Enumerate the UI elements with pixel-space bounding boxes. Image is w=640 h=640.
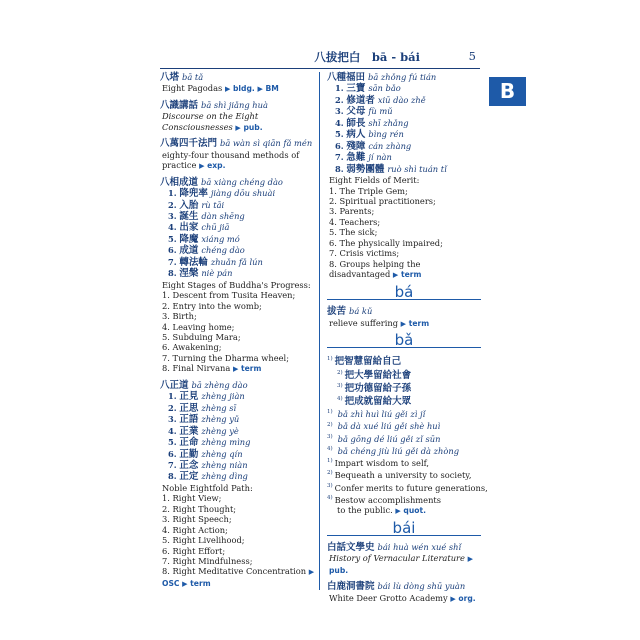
item-chinese: 殘障 bbox=[346, 140, 366, 152]
footnote-marker: 4) bbox=[337, 396, 343, 403]
list-item bbox=[160, 426, 320, 437]
dictionary-entry bbox=[160, 72, 320, 95]
list-item bbox=[327, 106, 483, 117]
english-item-text: 6. The physically impaired; bbox=[329, 237, 443, 248]
item-pinyin: jiàng dōu shuài bbox=[210, 188, 276, 199]
item-chinese: 急難 bbox=[346, 152, 366, 164]
cross-ref-arrow-icon: ▶ bbox=[233, 365, 239, 374]
category-tag: exp. bbox=[207, 161, 226, 171]
category-tag: term bbox=[408, 318, 430, 328]
item-pinyin: jí nàn bbox=[368, 152, 392, 163]
english-item-text: 8. Final Nirvana bbox=[162, 363, 231, 374]
item-number: 6. bbox=[168, 245, 177, 256]
category-tag: term bbox=[241, 364, 262, 374]
english-item bbox=[160, 290, 320, 300]
definition-title: Discourse on the Eight Consciousnesses bbox=[162, 111, 259, 132]
pinyin: bā tǎ bbox=[182, 72, 204, 82]
english-item bbox=[160, 353, 320, 363]
category-tag: OSC bbox=[162, 578, 180, 588]
quote-pinyin-line bbox=[327, 432, 483, 444]
english-item-text: 8. Right Meditative Concentration bbox=[162, 566, 307, 577]
quote-chinese: 把功德留給子孫 bbox=[344, 382, 412, 394]
english-item-text: 6. Right Effort; bbox=[162, 545, 226, 556]
list-item bbox=[327, 118, 483, 129]
quote-pinyin-line bbox=[327, 420, 483, 432]
english-item bbox=[160, 493, 320, 503]
item-pinyin: xiū dào zhě bbox=[377, 94, 426, 105]
quote-chinese: 把大學留給社會 bbox=[344, 369, 412, 381]
item-number: 1. bbox=[168, 188, 177, 199]
footnote-marker: 4) bbox=[327, 494, 333, 501]
item-chinese: 父母 bbox=[346, 106, 366, 118]
definition bbox=[160, 111, 320, 133]
headword: 八塔 bbox=[160, 72, 180, 83]
headword-line bbox=[327, 581, 483, 592]
quote-english: to the public. bbox=[337, 505, 393, 516]
english-item bbox=[160, 342, 320, 352]
footnote-marker: 2) bbox=[327, 421, 333, 428]
item-chinese: 出家 bbox=[179, 222, 199, 234]
item-chinese: 涅槃 bbox=[179, 268, 199, 280]
item-pinyin: zhèng yè bbox=[201, 425, 239, 436]
item-chinese: 降魔 bbox=[179, 233, 199, 245]
cross-ref-arrow-icon: ▶ bbox=[450, 594, 456, 603]
headword-line bbox=[327, 542, 483, 553]
english-item-text: 1. The Triple Gem; bbox=[329, 185, 408, 196]
english-item bbox=[160, 363, 320, 374]
english-item-text: 1. Right View; bbox=[162, 493, 222, 504]
english-title: Eight Stages of Buddha's Progress: bbox=[162, 279, 311, 290]
page-number: 5 bbox=[468, 49, 476, 63]
list-item bbox=[160, 222, 320, 233]
item-chinese: 師長 bbox=[346, 117, 366, 129]
quote-pinyin: bǎ chéng jiù liú gěi dà zhòng bbox=[337, 445, 460, 456]
item-number: 3. bbox=[168, 210, 177, 221]
headword-line bbox=[160, 380, 320, 391]
quote-chinese: 把成就留給大眾 bbox=[344, 395, 412, 407]
list-item bbox=[160, 449, 320, 460]
pinyin: bā zhǒng fú tián bbox=[368, 72, 437, 82]
english-item bbox=[160, 332, 320, 342]
english-item-text: 4. Leaving home; bbox=[162, 321, 235, 332]
item-chinese: 正命 bbox=[179, 437, 199, 449]
pinyin: bái lù dòng shū yuàn bbox=[377, 581, 466, 592]
list-item bbox=[327, 164, 483, 175]
category-tag: org. bbox=[458, 593, 476, 603]
item-number: 2. bbox=[168, 402, 177, 413]
item-number: 5. bbox=[335, 129, 344, 140]
item-chinese: 正業 bbox=[179, 425, 199, 437]
item-chinese: 轉法輪 bbox=[179, 256, 208, 268]
dictionary-entry bbox=[160, 138, 320, 171]
english-item bbox=[160, 311, 320, 321]
item-number: 3. bbox=[168, 414, 177, 425]
dictionary-entry bbox=[327, 306, 483, 329]
definition bbox=[327, 553, 483, 576]
item-pinyin: zhèng dìng bbox=[201, 471, 248, 482]
item-number: 2. bbox=[335, 94, 344, 105]
dictionary-entry bbox=[160, 177, 320, 375]
definition bbox=[327, 593, 483, 604]
footnote-marker: 3) bbox=[327, 482, 333, 489]
category-tag: term bbox=[190, 578, 211, 588]
pinyin: bā zhèng dào bbox=[191, 379, 248, 390]
footnote-marker: 4) bbox=[327, 445, 333, 452]
footnote-marker: 1) bbox=[327, 356, 333, 363]
definition-title: History of Vernacular Literature bbox=[329, 553, 465, 564]
english-item-text: 5. The sick; bbox=[329, 227, 378, 238]
item-pinyin: zhèng qín bbox=[201, 448, 243, 459]
section-heading-ba2: bá bbox=[327, 287, 481, 300]
english-item bbox=[327, 248, 483, 258]
headword-line bbox=[160, 72, 320, 83]
quote-chinese-line bbox=[327, 354, 483, 367]
cross-ref-arrow-icon: ▶ bbox=[257, 85, 263, 94]
definition-text: Eight Pagodas bbox=[162, 83, 223, 94]
item-chinese: 正語 bbox=[179, 414, 199, 426]
headword-line bbox=[327, 72, 483, 83]
english-item bbox=[327, 259, 483, 281]
english-item-text: 8. Groups helping the disadvantaged bbox=[329, 258, 421, 280]
list-item bbox=[327, 152, 483, 163]
item-pinyin: zhuǎn fǎ lún bbox=[210, 256, 263, 267]
section-heading-ba3: bǎ bbox=[327, 335, 481, 348]
english-item-text: 3. Right Speech; bbox=[162, 514, 232, 525]
item-pinyin: zhèng jiàn bbox=[201, 391, 245, 402]
item-chinese: 正見 bbox=[179, 391, 199, 403]
header-rule bbox=[160, 68, 480, 69]
right-column bbox=[327, 72, 488, 609]
list-item bbox=[160, 211, 320, 222]
item-pinyin: ruò shì tuán tǐ bbox=[387, 163, 447, 174]
list-item bbox=[160, 460, 320, 471]
quote-english: Bequeath a university to society, bbox=[334, 470, 472, 481]
list-item bbox=[160, 403, 320, 414]
item-number: 1. bbox=[335, 83, 344, 94]
english-item-text: 5. Subduing Mara; bbox=[162, 331, 241, 342]
headword: 八相成道 bbox=[160, 176, 199, 188]
item-pinyin: niè pán bbox=[201, 268, 233, 279]
quote-english-line bbox=[327, 468, 483, 480]
category-tag: bldg. bbox=[233, 84, 255, 94]
quote-english: Bestow accomplishments bbox=[334, 494, 442, 505]
dictionary-entry bbox=[160, 380, 320, 590]
headword: 八萬四千法門 bbox=[160, 138, 218, 150]
list-item bbox=[160, 188, 320, 199]
headword: 白話文學史 bbox=[327, 541, 375, 553]
pinyin: bā shì jiǎng huà bbox=[201, 99, 268, 110]
english-item-text: 5. Right Livelihood; bbox=[162, 535, 245, 546]
item-number: 7. bbox=[335, 152, 344, 163]
list-item bbox=[327, 83, 483, 94]
english-item bbox=[327, 217, 483, 227]
item-number: 8. bbox=[335, 163, 344, 174]
item-chinese: 弱勢團體 bbox=[346, 163, 385, 175]
item-chinese: 正思 bbox=[179, 402, 199, 414]
headword: 八種福田 bbox=[327, 72, 366, 83]
definition bbox=[160, 150, 320, 172]
quote-chinese-line bbox=[327, 381, 483, 394]
english-item bbox=[160, 525, 320, 535]
item-chinese: 病人 bbox=[346, 129, 366, 141]
item-number: 4. bbox=[168, 222, 177, 233]
cross-ref-arrow-icon: ▶ bbox=[308, 568, 315, 577]
definition bbox=[160, 83, 320, 94]
english-item bbox=[160, 322, 320, 332]
dictionary-entry bbox=[327, 72, 483, 281]
pinyin: bái huà wén xué shǐ bbox=[377, 541, 462, 552]
cross-ref-arrow-icon: ▶ bbox=[392, 271, 399, 280]
footnote-marker: 1) bbox=[327, 458, 333, 465]
item-number: 8. bbox=[168, 268, 177, 279]
list-item bbox=[327, 129, 483, 140]
item-number: 3. bbox=[335, 106, 344, 117]
english-item bbox=[160, 514, 320, 524]
quote-pinyin-line bbox=[327, 407, 483, 419]
dictionary-entry bbox=[327, 542, 483, 576]
definition-text: White Deer Grotto Academy bbox=[329, 592, 448, 603]
headword-line bbox=[160, 177, 320, 188]
headword: 拔苦 bbox=[327, 306, 347, 318]
item-chinese: 正念 bbox=[179, 459, 199, 471]
english-item bbox=[160, 504, 320, 514]
item-pinyin: shī zhǎng bbox=[368, 117, 409, 128]
item-chinese: 入胎 bbox=[179, 199, 199, 211]
quote-entry bbox=[327, 354, 488, 516]
footnote-marker: 3) bbox=[327, 433, 333, 440]
quote-pinyin-line bbox=[327, 444, 483, 456]
left-column bbox=[160, 72, 320, 594]
english-title: Noble Eightfold Path: bbox=[162, 482, 253, 493]
english-item-text: 6. Awakening; bbox=[162, 342, 222, 353]
list-item bbox=[327, 141, 483, 152]
english-item-text: 3. Birth; bbox=[162, 311, 197, 322]
english-item bbox=[327, 196, 483, 206]
cross-ref-arrow-icon: ▶ bbox=[235, 123, 241, 132]
category-tag: pub. bbox=[329, 565, 349, 575]
english-item-text: 4. Teachers; bbox=[329, 216, 381, 227]
item-number: 6. bbox=[335, 140, 344, 151]
dictionary-entry bbox=[327, 581, 483, 604]
section-heading-bai: bái bbox=[327, 523, 481, 536]
header-title: 八拔把白 bā - bái bbox=[314, 50, 420, 64]
item-pinyin: zhèng yǔ bbox=[201, 414, 240, 425]
dictionary-entry bbox=[160, 100, 320, 133]
list-item bbox=[160, 234, 320, 245]
english-item bbox=[327, 227, 483, 237]
quote-english-line bbox=[327, 456, 483, 468]
quote-chinese-line bbox=[327, 368, 483, 381]
english-title: Eight Fields of Merit: bbox=[329, 175, 420, 186]
item-number: 2. bbox=[168, 199, 177, 210]
english-item bbox=[160, 546, 320, 556]
footnote-marker: 2) bbox=[337, 369, 343, 376]
quote-pinyin: bǎ zhì huì liú gěi zì jǐ bbox=[337, 409, 426, 420]
headword-line bbox=[160, 138, 320, 149]
item-pinyin: zhèng mìng bbox=[201, 437, 251, 448]
cross-ref-arrow-icon: ▶ bbox=[467, 555, 473, 564]
quote-english-line bbox=[327, 481, 488, 493]
item-number: 7. bbox=[168, 256, 177, 267]
cross-ref-arrow-icon: ▶ bbox=[224, 85, 231, 94]
quote-english: Confer merits to future generations, bbox=[334, 482, 488, 493]
list-item bbox=[160, 257, 320, 268]
cross-ref-arrow-icon: ▶ bbox=[395, 507, 401, 516]
english-item bbox=[160, 535, 320, 545]
headword-line bbox=[160, 100, 320, 111]
english-item-text: 7. Crisis victims; bbox=[329, 248, 400, 259]
quote-pinyin: bǎ gōng dé liú gěi zǐ sūn bbox=[337, 433, 441, 444]
item-number: 4. bbox=[168, 425, 177, 436]
item-pinyin: bìng rén bbox=[368, 129, 404, 140]
item-number: 5. bbox=[168, 233, 177, 244]
english-item-text: 1. Descent from Tusita Heaven; bbox=[162, 290, 296, 301]
item-pinyin: fù mǔ bbox=[368, 106, 393, 117]
definition-text: eighty-four thousand methods of practice bbox=[162, 149, 300, 171]
english-item-text: 4. Right Action; bbox=[162, 524, 228, 535]
item-number: 4. bbox=[335, 117, 344, 128]
footnote-marker: 2) bbox=[327, 470, 333, 477]
quote-english-line bbox=[327, 505, 483, 516]
english-item-text: 7. Turning the Dharma wheel; bbox=[162, 352, 289, 363]
english-item-text: 2. Right Thought; bbox=[162, 503, 237, 514]
cross-ref-arrow-icon: ▶ bbox=[182, 579, 188, 588]
item-number: 1. bbox=[168, 391, 177, 402]
category-tag: BM bbox=[265, 84, 279, 94]
pinyin: bá kǔ bbox=[349, 306, 373, 317]
headword: 八正道 bbox=[160, 379, 189, 391]
list-item bbox=[160, 437, 320, 448]
page-header bbox=[160, 49, 480, 69]
item-pinyin: chéng dào bbox=[201, 245, 245, 256]
list-item bbox=[160, 245, 320, 256]
letter-tab: B bbox=[489, 77, 526, 106]
list-item bbox=[160, 268, 320, 279]
item-pinyin: dàn shēng bbox=[201, 210, 245, 221]
cross-ref-arrow-icon: ▶ bbox=[199, 162, 205, 171]
item-number: 5. bbox=[168, 437, 177, 448]
item-pinyin: chū jiā bbox=[201, 222, 230, 233]
quote-chinese: 把智慧留給自己 bbox=[334, 356, 402, 368]
item-chinese: 降兜率 bbox=[179, 188, 208, 200]
english-item bbox=[160, 566, 320, 589]
list-item bbox=[160, 391, 320, 402]
definition-text: relieve suffering bbox=[329, 317, 399, 328]
item-pinyin: zhèng sī bbox=[201, 402, 237, 413]
list-item bbox=[160, 414, 320, 425]
english-item-text: 2. Spiritual practitioners; bbox=[329, 195, 436, 206]
item-pinyin: rù tāi bbox=[201, 199, 225, 210]
english-item bbox=[327, 238, 483, 248]
cross-ref-arrow-icon: ▶ bbox=[400, 319, 407, 328]
item-number: 6. bbox=[168, 448, 177, 459]
item-number: 7. bbox=[168, 459, 177, 470]
item-chinese: 誕生 bbox=[179, 210, 199, 222]
item-pinyin: xiáng mó bbox=[201, 233, 240, 244]
quote-chinese-line bbox=[327, 394, 483, 407]
quote-english-line bbox=[327, 493, 483, 505]
english-item bbox=[160, 301, 320, 311]
item-chinese: 成道 bbox=[179, 245, 199, 257]
headword: 白鹿洞書院 bbox=[327, 581, 375, 593]
list-item bbox=[327, 95, 483, 106]
quote-english: Impart wisdom to self, bbox=[334, 457, 430, 468]
english-item-text: 3. Parents; bbox=[329, 206, 375, 217]
item-chinese: 正勤 bbox=[179, 448, 199, 460]
item-chinese: 三寶 bbox=[346, 83, 366, 95]
item-chinese: 修道者 bbox=[346, 94, 375, 106]
item-pinyin: cán zhàng bbox=[368, 140, 412, 151]
list-item bbox=[160, 471, 320, 482]
category-tag: pub. bbox=[243, 122, 263, 132]
headword: 八識講話 bbox=[160, 99, 199, 111]
definition bbox=[327, 318, 483, 329]
category-tag: term bbox=[400, 270, 422, 280]
footnote-marker: 1) bbox=[327, 409, 333, 416]
item-chinese: 正定 bbox=[179, 471, 199, 483]
pinyin: bā wàn sì qiān fǎ mén bbox=[220, 138, 313, 149]
headword-line bbox=[327, 306, 483, 317]
english-item-text: 2. Entry into the womb; bbox=[162, 300, 262, 311]
footnote-marker: 3) bbox=[337, 382, 343, 389]
quote-pinyin: bǎ dà xué liú gěi shè huì bbox=[337, 421, 441, 432]
english-item bbox=[327, 206, 483, 216]
english-item-text: 7. Right Mindfulness; bbox=[162, 556, 253, 567]
item-pinyin: sān bǎo bbox=[368, 83, 401, 94]
item-pinyin: zhèng niàn bbox=[201, 459, 248, 470]
list-item bbox=[160, 200, 320, 211]
english-item bbox=[160, 556, 320, 566]
pinyin: bā xiàng chéng dào bbox=[201, 176, 283, 187]
category-tag: quot. bbox=[403, 506, 426, 516]
item-number: 8. bbox=[168, 471, 177, 482]
english-item bbox=[327, 186, 483, 196]
